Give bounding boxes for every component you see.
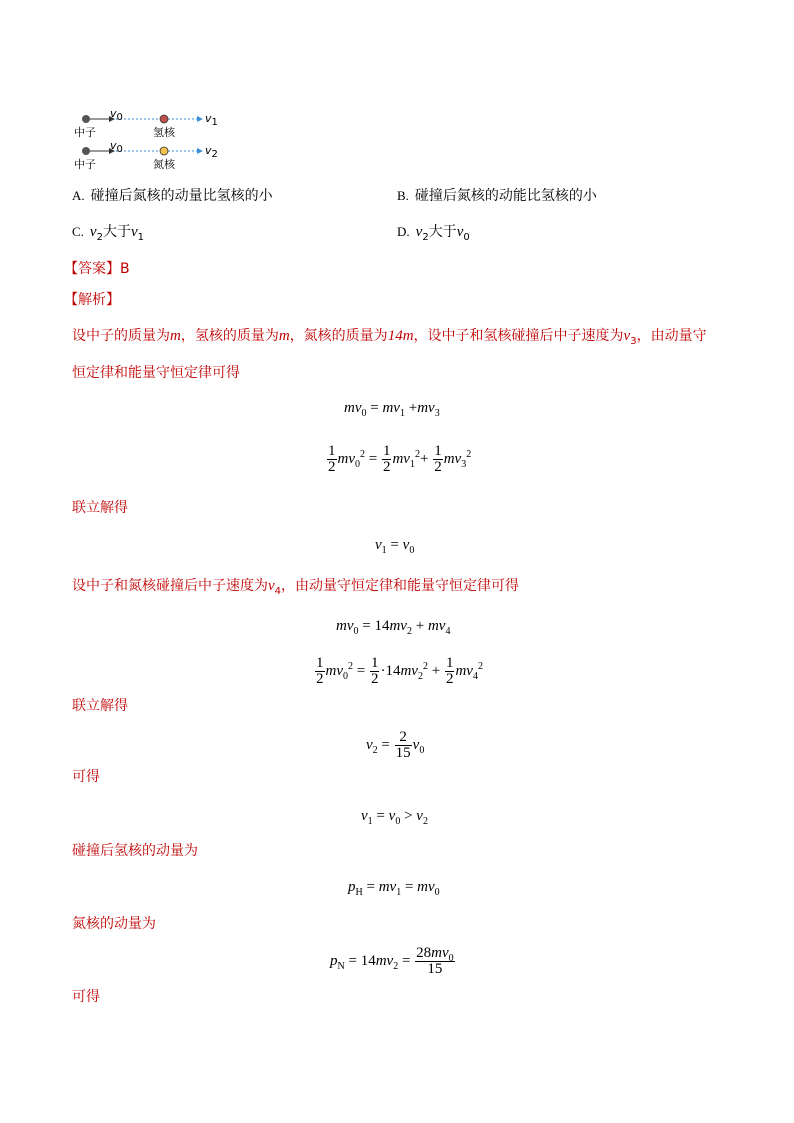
diagram-row1-neutron-label: 中子	[74, 126, 96, 139]
diagram-row1-arrow-label: $v_0$	[110, 107, 123, 124]
option-c[interactable]: C. $v_2$大于$v_1$	[72, 224, 145, 243]
diagram-row2-arrow-label: $v_0$	[110, 139, 123, 156]
equation-7: $v_1 = v_0 > v_2$	[361, 808, 428, 827]
equation-3: $v_1 = v_0$	[375, 537, 415, 556]
equation-6: $v_2$ = $\frac{2}{15}$ $v_0$	[366, 729, 425, 761]
answer-line	[64, 259, 130, 279]
hydrogen-ball	[160, 115, 168, 123]
kede-1: 可得	[72, 769, 100, 785]
kede-2: 可得	[72, 989, 100, 1005]
option-a[interactable]: A. 碰撞后氮核的动量比氢核的小	[72, 188, 273, 204]
answer-label: 【答案】	[64, 261, 120, 277]
equation-2: $\frac{1}{2}$ $mv_0^2$ = $\frac{1}{2}$ $mv_1^2+$ $\frac{1}{2}$ $mv_3^2$	[328, 443, 472, 475]
equation-1: $mv_0 = mv_1 +mv_3$	[344, 400, 440, 419]
diagram-row2-neutron-label: 中子	[74, 158, 96, 171]
hydrogen-momentum-text: 碰撞后氢核的动量为	[72, 843, 198, 859]
equation-5: $\frac{1}{2}$ $mv_0^2$ = $\frac{1}{2}$ $\cdot 14mv_2^2$ + $\frac{1}{2}$ $mv_4^2$	[316, 655, 483, 687]
equation-9: $p_N = 14mv_2$ = $\frac{28mv_0}{15}$	[330, 945, 454, 977]
nitrogen-momentum-text: 氮核的动量为	[72, 916, 156, 932]
option-b[interactable]: B. 碰撞后氮核的动能比氢核的小	[397, 188, 597, 204]
lianli-1: 联立解得	[72, 500, 128, 516]
neutron-ball-2	[82, 147, 90, 155]
diagram-row1-hydrogen-label: 氢核	[153, 126, 175, 139]
analysis-paragraph-1: 设中子的质量为m，氢核的质量为m，氮核的质量为14m，设中子和氢核碰撞后中子速度为$v_3$，由动量守	[72, 328, 707, 347]
nitrogen-ball	[160, 147, 168, 155]
diagram-row2-nitrogen-label: 氮核	[153, 158, 175, 171]
equation-8: $p_H = mv_1 = mv_0$	[348, 879, 440, 898]
option-d[interactable]: D. $v_2$大于$v_0$	[397, 224, 470, 243]
answer-value: B	[120, 261, 130, 277]
lianli-2: 联立解得	[72, 698, 128, 714]
analysis-paragraph-1-cont: 恒定律和能量守恒定律可得	[72, 365, 240, 381]
neutron-ball-1	[82, 115, 90, 123]
equation-4: $mv_0 = 14mv_2 + mv_4$	[336, 618, 451, 637]
diagram-row1-end-label: $v_1$	[205, 112, 218, 129]
analysis-paragraph-2: 设中子和氮核碰撞后中子速度为$v_4$，由动量守恒定律和能量守恒定律可得	[72, 578, 520, 597]
analysis-label: 【解析】	[64, 292, 120, 308]
diagram-row2-end-label: $v_2$	[205, 144, 218, 161]
